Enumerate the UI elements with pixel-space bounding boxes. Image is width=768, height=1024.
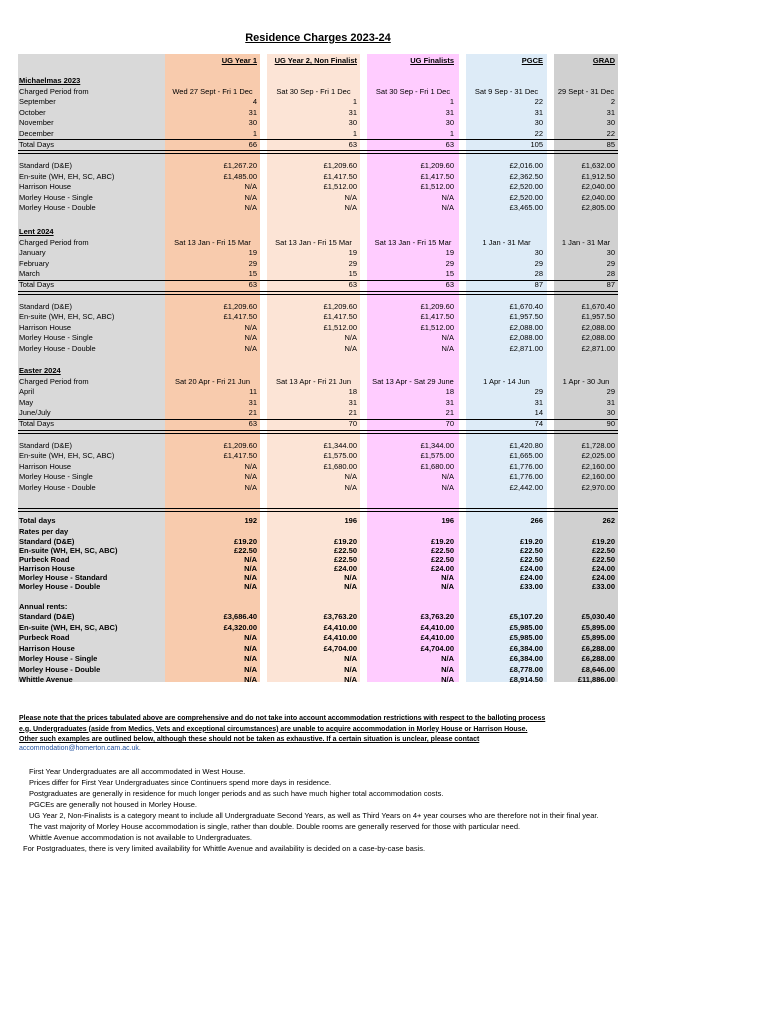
total-days-summary-row: Total days 192 196 196 266 262: [19, 516, 615, 525]
footnote: The vast majority of Morley House accommodation is single, rather than double. Double rooms are generally reserved for those with particular need.: [29, 822, 521, 831]
table-row: Morley House - Single N/A N/A N/A £2,520.00 £2,040.00: [19, 192, 615, 202]
table-row: Morley House - Double N/A N/A N/A £33.00 £33.00: [19, 581, 615, 591]
total-days-row: Total Days 63 63 63 87 87: [19, 280, 615, 289]
table-row: Morley House - Double N/A N/A N/A £8,778.00 £8,646.00: [19, 664, 615, 674]
contact-email-link[interactable]: accommodation@homerton.cam.ac.uk.: [19, 745, 141, 752]
column-header-pgce: PGCE: [521, 56, 543, 65]
double-divider: [18, 291, 618, 295]
table-row: Morley House - Double N/A N/A N/A £3,465.00 £2,805.00: [19, 203, 615, 212]
note-line: Other such examples are outlined below, although these should not be taken as exhaustive. If a certain situation is unclear, please contact: [19, 736, 480, 743]
table-row: Whittle Avenue N/A N/A N/A £8,914.50 £11,886.00: [19, 675, 615, 684]
table-row: Standard (D&E) £3,686.40 £3,763.20 £3,763.20 £5,107.20 £5,030.40: [19, 612, 615, 621]
table-row: Morley House - Single N/A N/A N/A £2,088.00 £2,088.00: [19, 333, 615, 342]
term-heading: Easter 2024: [19, 366, 61, 375]
note-line: Please note that the prices tabulated above are comprehensive and do not take into account accommodation restrictions with respect to the balloting process: [19, 715, 546, 722]
table-row: Morley House - Standard N/A N/A N/A £24.00 £24.00: [19, 572, 615, 582]
table-row: Morley House - Single N/A N/A N/A £1,776.00 £2,160.00: [19, 472, 615, 481]
table-row: En-suite (WH, EH, SC, ABC) £1,485.00 £1,417.50 £1,417.50 £2,362.50 £1,912.50: [19, 171, 615, 181]
table-row: June/July 21 21 21 14 30: [19, 408, 615, 417]
table-row: En-suite (WH, EH, SC, ABC) £1,417.50 £1,575.00 £1,575.00 £1,665.00 £2,025.00: [19, 451, 615, 460]
term-heading: Lent 2024: [19, 227, 54, 236]
table-row: Harrison House N/A £24.00 £24.00 £24.00 £24.00: [19, 563, 615, 573]
table-row: February 29 29 29 29 29: [19, 258, 615, 268]
column-header-ug-finalists: UG Finalists: [410, 56, 454, 65]
table-row: Standard (D&E) £1,267.20 £1,209.60 £1,209.60 £2,016.00 £1,632.00: [19, 161, 615, 170]
table-row: En-suite (WH, EH, SC, ABC) £4,320.00 £4,410.00 £4,410.00 £5,985.00 £5,895.00: [19, 622, 615, 632]
term-heading: Michaelmas 2023: [19, 76, 81, 85]
page-title: Residence Charges 2023-24: [245, 32, 391, 44]
charged-period-row: Charged Period from Sat 13 Jan - Fri 15 Mar Sat 13 Jan - Fri 15 Mar Sat 13 Jan - Fri 15 Mar 1 Jan - 31 Mar 1 Jan - 31 Mar: [19, 237, 611, 247]
table-row: September 4 1 1 22 2: [19, 97, 615, 106]
table-row: Morley House - Single N/A N/A N/A £6,384.00 £6,288.00: [19, 654, 615, 663]
table-row: May 31 31 31 31 31: [19, 397, 615, 407]
table-row: November 30 30 30 30 30: [19, 118, 615, 127]
table-row: April 11 18 18 29 29: [19, 387, 615, 396]
table-row: Standard (D&E) £1,209.60 £1,344.00 £1,344.00 £1,420.80 £1,728.00: [19, 440, 615, 450]
footnote: Prices differ for First Year Undergraduates since Continuers spend more days in residence.: [29, 778, 332, 787]
table-row: En-suite (WH, EH, SC, ABC) £22.50 £22.50 £22.50 £22.50 £22.50: [19, 545, 615, 555]
column-header-grad: GRAD: [592, 56, 615, 65]
note-line: e.g. Undergraduates (aside from Medics, Vets and exceptional circumstances) are unable to acquire accommodation in Morley House or Harrison House.: [19, 725, 528, 733]
column-header-ug-year2: UG Year 2, Non Finalist: [274, 56, 357, 65]
footnote: UG Year 2, Non-Finalists is a category meant to include all Undergraduate Second Years, as well as Third Years on 4+ year courses who are therefore not in their final year.: [29, 811, 599, 820]
table-row: Morley House - Double N/A N/A N/A £2,442.00 £2,970.00: [19, 482, 615, 492]
table-row: Harrison House N/A £1,512.00 £1,512.00 £2,520.00 £2,040.00: [19, 182, 615, 191]
disclaimer-notes: [19, 714, 619, 746]
table-row: March 15 15 15 28 28: [19, 269, 615, 278]
column-header-ug-year1: UG Year 1: [221, 56, 257, 65]
rates-heading: Rates per day: [19, 526, 69, 536]
table-row: Purbeck Road N/A £22.50 £22.50 £22.50 £22.50: [19, 554, 615, 564]
table-row: January 19 19 19 30 30: [19, 248, 615, 257]
annual-heading: Annual rents:: [19, 601, 68, 611]
table-row: Harrison House N/A £1,680.00 £1,680.00 £1,776.00 £2,160.00: [19, 461, 615, 471]
table-row: Purbeck Road N/A £4,410.00 £4,410.00 £5,985.00 £5,895.00: [19, 633, 615, 642]
double-divider: [18, 150, 618, 154]
footnote: First Year Undergraduates are all accommodated in West House.: [29, 767, 246, 776]
table-row: Standard (D&E) £1,209.60 £1,209.60 £1,209.60 £1,670.40 £1,670.40: [19, 301, 615, 311]
table-row: Harrison House N/A £4,704.00 £4,704.00 £6,384.00 £6,288.00: [19, 643, 615, 653]
table-row: December 1 1 1 22 22: [19, 128, 615, 138]
footnote: Postgraduates are generally in residence for much longer periods and as such have much higher total accommodation costs.: [29, 789, 444, 798]
table-row: Standard (D&E) £19.20 £19.20 £19.20 £19.20 £19.20: [19, 536, 615, 546]
table-row: Morley House - Double N/A N/A N/A £2,871.00 £2,871.00: [19, 343, 615, 353]
double-divider: [18, 508, 618, 512]
charged-period-row: Charged Period from Sat 20 Apr - Fri 21 Jun Sat 13 Apr - Fri 21 Jun Sat 13 Apr - Sat 29 June 1 Apr - 14 Jun 1 Apr - 30 Jun: [19, 376, 610, 386]
total-days-row: Total Days 63 70 70 74 90: [19, 419, 615, 428]
table-row: En-suite (WH, EH, SC, ABC) £1,417.50 £1,417.50 £1,417.50 £1,957.50 £1,957.50: [19, 312, 615, 321]
footnote: Whittle Avenue accommodation is not available to Undergraduates.: [29, 833, 252, 842]
double-divider: [18, 430, 618, 434]
table-row: October 31 31 31 31 31: [19, 107, 615, 117]
footnote: PGCEs are generally not housed in Morley House.: [29, 800, 198, 809]
total-days-row: Total Days 66 63 63 105 85: [19, 139, 615, 149]
footnote: For Postgraduates, there is very limited availability for Whittle Avenue and availability is decided on a case-by-case basis.: [23, 844, 426, 853]
table-row: Harrison House N/A £1,512.00 £1,512.00 £2,088.00 £2,088.00: [19, 322, 615, 332]
charged-period-row: Charged Period from Wed 27 Sept - Fri 1 Dec Sat 30 Sep - Fri 1 Dec Sat 30 Sep - Fri 1 Dec Sat 9 Sep - 31 Dec 29 Sept - 31 Dec: [19, 86, 615, 96]
